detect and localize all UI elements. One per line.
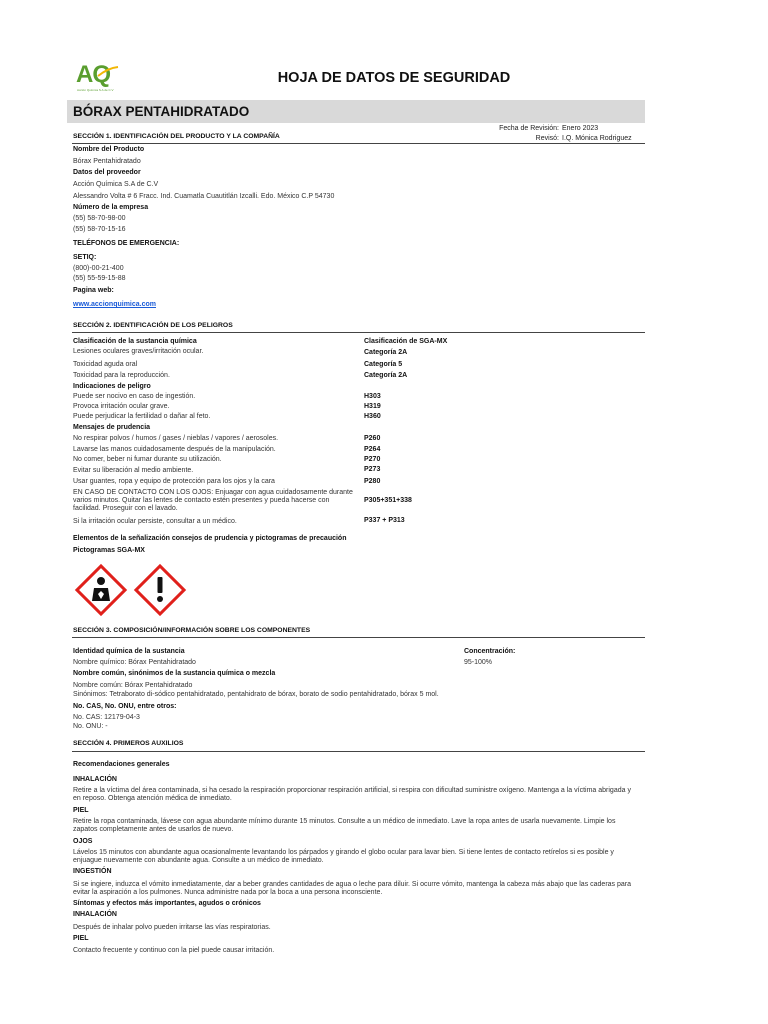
chemical-identity-label: Identidad química de la sustancia <box>73 648 185 655</box>
precaution-statement: Usar guantes, ropa y equipo de protección para los ojos y la cara <box>73 478 275 485</box>
revision-date-label: Fecha de Revisión: <box>499 125 559 132</box>
classification-category: Categoría 5 <box>364 361 403 368</box>
irritation-statement: Si la irritación ocular persiste, consultar a un médico. <box>73 518 237 525</box>
section-1-heading: SECCIÓN 1. IDENTIFICACIÓN DEL PRODUCTO Y LA COMPAÑÍA <box>73 133 280 140</box>
company-phone-2: (55) 58-70-15-16 <box>73 226 126 233</box>
eyes-text: Lávelos 15 minutos con abundante agua ocasionalmente levantando los párpados y girando el globo ocular para lavar bien. Si tiene lentes de contacto retírelos si es posible y enjuague nuevamente con abundante agua. Consulte a un médico de inmediato. <box>73 849 614 864</box>
general-recommendations-label: Recomendaciones generales <box>73 761 170 768</box>
section-4-heading: SECCIÓN 4. PRIMEROS AUXILIOS <box>73 740 184 747</box>
synonyms: Sinónimos: Tetraborato di-sódico pentahidratado, pentahidrato de bórax, borato de sodio pentahidratado, bórax 5 mol. <box>73 691 439 698</box>
eye-contact-code: P305+351+338 <box>364 497 412 504</box>
symptoms-skin-text: Contacto frecuente y continuo con la piel puede causar irritación. <box>73 947 275 954</box>
reviewer-label: Revisó: <box>535 135 559 142</box>
section-2-heading: SECCIÓN 2. IDENTIFICACIÓN DE LOS PELIGROS <box>73 322 233 329</box>
hazard-statement: Puede perjudicar la fertilidad o dañar al feto. <box>73 413 211 420</box>
classification-column-header: Clasificación de la sustancia química <box>73 338 197 345</box>
hazard-statements-label: Indicaciones de peligro <box>73 383 151 390</box>
website-link[interactable]: www.accionquimica.com <box>73 301 156 308</box>
precaution-code: P260 <box>364 435 381 442</box>
hazard-code: H360 <box>364 413 381 420</box>
section-2-divider <box>72 332 645 333</box>
document-title: HOJA DE DATOS DE SEGURIDAD <box>277 70 511 86</box>
company-phone-label: Número de la empresa <box>73 204 149 211</box>
classification-row: Toxicidad para la reproducción. <box>73 372 170 379</box>
product-name: Bórax Pentahidratado <box>73 158 141 165</box>
precaution-label: Mensajes de prudencia <box>73 424 151 431</box>
precaution-code: P264 <box>364 446 381 453</box>
classification-category: Categoría 2A <box>364 372 408 379</box>
emergency-label: TELÉFONOS DE EMERGENCIA: <box>73 240 180 247</box>
skin-text: Retire la ropa contaminada, lávese con agua abundante mínimo durante 15 minutos. Consulte a un médico de inmediato. Lave la ropa antes de usarla nuevamente. Limpie los zapatos completamente antes de usarlos de nuevo. <box>73 818 616 833</box>
hazard-statement: Puede ser nocivo en caso de ingestión. <box>73 393 196 400</box>
precaution-statement: No respirar polvos / humos / gases / nieblas / vapores / aerosoles. <box>73 435 279 442</box>
pictograms-label: Pictogramas SGA-MX <box>73 547 145 554</box>
setiq-label: SETIQ: <box>73 254 97 261</box>
common-name: Nombre común: Bórax Pentahidratado <box>73 682 193 689</box>
irritation-code: P337 + P313 <box>364 517 405 524</box>
onu-number: No. ONU: - <box>73 723 108 730</box>
revision-date-value: Enero 2023 <box>562 125 599 132</box>
precaution-statement: Evitar su liberación al medio ambiente. <box>73 467 194 474</box>
symptoms-label: Síntomas y efectos más importantes, agudos o crónicos <box>73 900 261 907</box>
health-hazard-icon <box>72 561 130 619</box>
section-1-divider <box>72 143 645 144</box>
exclamation-mark-icon <box>131 561 189 619</box>
classification-row: Lesiones oculares graves/irritación ocular. <box>73 348 204 355</box>
web-label: Pagina web: <box>73 287 114 294</box>
eyes-label: OJOS <box>73 838 93 845</box>
logo-text: AQ <box>76 61 110 88</box>
supplier-name: Acción Química S.A de C.V <box>73 181 159 188</box>
precaution-code: P270 <box>364 456 381 463</box>
product-title-band <box>67 100 645 123</box>
product-name-label: Nombre del Producto <box>73 146 145 153</box>
section-3-divider <box>72 637 645 638</box>
concentration-value: 95-100% <box>464 659 493 666</box>
classification-category: Categoría 2A <box>364 349 408 356</box>
product-title: BÓRAX PENTAHIDRATADO <box>73 104 250 119</box>
skin-label: PIEL <box>73 807 89 814</box>
hazard-code: H319 <box>364 403 381 410</box>
symptoms-inhalation-label: INHALACIÓN <box>73 911 117 918</box>
supplier-address: Alessandro Volta # 6 Fracc. Ind. Cuamatla Cuautitlán Izcalli. Edo. México C.P 54730 <box>73 193 335 200</box>
precaution-statement: Lavarse las manos cuidadosamente después de la manipulación. <box>73 446 276 453</box>
inhalation-label: INHALACIÓN <box>73 776 117 783</box>
classification-row: Toxicidad aguda oral <box>73 361 138 368</box>
supplier-label: Datos del proveedor <box>73 169 141 176</box>
inhalation-text: Retire a la víctima del área contaminada, si ha cesado la respiración proporcionar respiración artificial, si respira con dificultad suministre oxígeno. Mantenga a la víctima abrigada y en reposo. Obtenga atención médica de inmediato. <box>73 787 631 802</box>
precaution-statement: No comer, beber ni fumar durante su utilización. <box>73 456 222 463</box>
section-3-heading: SECCIÓN 3. COMPOSICIÓN/INFORMACIÓN SOBRE LOS COMPONENTES <box>73 627 311 634</box>
label-elements-heading: Elementos de la señalización consejos de prudencia y pictogramas de precaución <box>73 535 347 542</box>
hazard-code: H303 <box>364 393 381 400</box>
hazard-statement: Provoca irritación ocular grave. <box>73 403 170 410</box>
ingestion-label: INGESTIÓN <box>73 868 112 875</box>
setiq-phone-1: (800)-00-21-400 <box>73 265 124 272</box>
company-phone-1: (55) 58-70-98-00 <box>73 215 126 222</box>
sga-column-header: Clasificación de SGA-MX <box>364 338 448 345</box>
reviewer-value: I.Q. Mónica Rodriguez <box>562 135 632 142</box>
cas-number: No. CAS: 12179-04-3 <box>73 714 140 721</box>
setiq-phone-2: (55) 55-59-15-88 <box>73 275 126 282</box>
symptoms-inhalation-text: Después de inhalar polvo pueden irritarse las vías respiratorias. <box>73 924 271 931</box>
precaution-code: P273 <box>364 466 381 473</box>
chemical-name: Nombre químico: Bórax Pentahidratado <box>73 659 196 666</box>
ingestion-text: Si se ingiere, induzca el vómito inmediatamente, dar a beber grandes cantidades de agua o leche para diluir. Si ocurre vómito, mantenga la cabeza más abajo que las caderas para evitar la aspiración a los pulmones. Nunca administre nada por la boca a una persona inconsciente. <box>73 881 632 896</box>
common-name-label: Nombre común, sinónimos de la sustancia química o mezcla <box>73 670 276 677</box>
cas-label: No. CAS, No. ONU, entre otros: <box>73 703 177 710</box>
concentration-label: Concentración: <box>464 648 516 655</box>
eye-contact-statement: EN CASO DE CONTACTO CON LOS OJOS: Enjuagar con agua cuidadosamente durante varios minutos. Quitar las lentes de contacto estén presentes y pueda hacerse con facilidad. Proseguir con el lavado. <box>73 489 353 512</box>
symptoms-skin-label: PIEL <box>73 935 89 942</box>
section-4-divider <box>72 751 645 752</box>
precaution-code: P280 <box>364 478 381 485</box>
logo-subtext: Acción Química S.A de C.V <box>77 88 114 92</box>
